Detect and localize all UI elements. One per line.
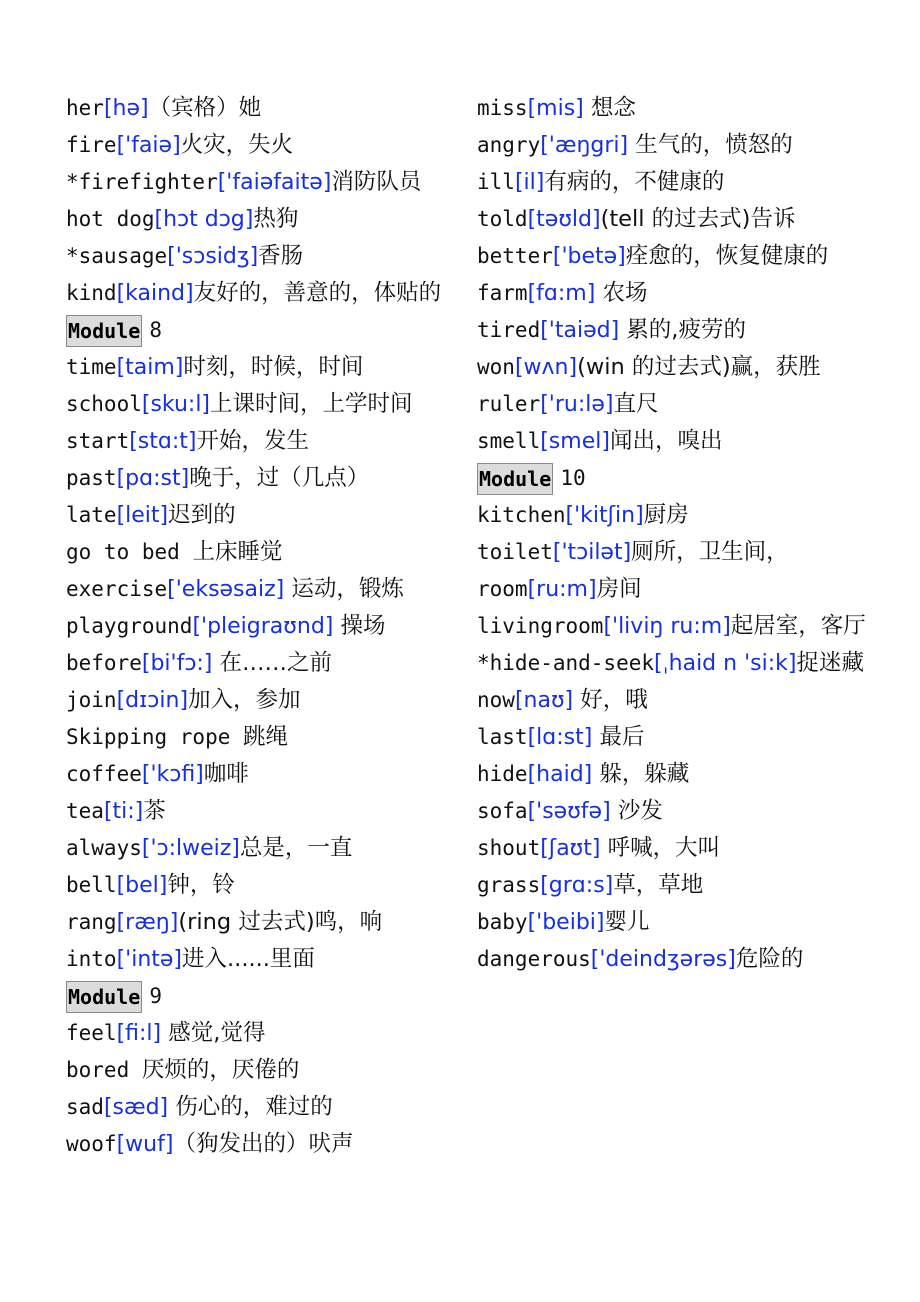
- vocab-phonetic: [taim]: [116, 355, 184, 380]
- vocab-meaning: 捉迷藏: [796, 650, 864, 676]
- vocab-phonetic: ['faiə]: [116, 133, 181, 158]
- vocab-meaning: （宾格）她: [148, 95, 262, 121]
- vocab-entry: [477, 682, 872, 719]
- vocab-entry: [477, 719, 872, 756]
- vocab-word: sad: [66, 1095, 104, 1119]
- vocab-entry: [66, 238, 458, 275]
- vocab-meaning: 伤心的，难过的: [168, 1094, 333, 1120]
- vocab-word: join: [66, 688, 117, 712]
- vocab-meaning: 总是，一直: [239, 835, 353, 861]
- vocab-phonetic: [ˌhaid n 'si:k]: [654, 651, 797, 676]
- vocab-word: start: [66, 429, 130, 453]
- vocab-word: fire: [66, 133, 117, 157]
- vocab-meaning: 危险的: [735, 946, 804, 972]
- vocab-phonetic: ['beibi]: [527, 910, 605, 935]
- vocab-word: coffee: [66, 762, 142, 786]
- vocab-meaning: 好，哦: [573, 687, 648, 713]
- vocab-entry: [66, 201, 458, 238]
- vocab-meaning: 友好的，善意的，体贴的: [193, 280, 442, 306]
- vocab-phonetic: [kaind]: [116, 281, 194, 306]
- vocab-meaning: 生气的，愤怒的: [628, 132, 793, 158]
- vocab-phonetic: ['eksəsaiz]: [167, 577, 285, 602]
- vocab-phonetic: ['ɔ:lweiz]: [141, 836, 240, 861]
- vocab-meaning: 操场: [333, 613, 386, 639]
- vocab-word: room: [477, 577, 528, 601]
- vocab-entry: [477, 127, 872, 164]
- module-label: Module: [66, 315, 142, 347]
- vocab-entry: [477, 349, 872, 386]
- vocab-word: ill: [477, 170, 515, 194]
- vocab-entry: [477, 608, 872, 645]
- vocab-meaning: 农场: [595, 280, 648, 306]
- vocab-entry: [66, 793, 458, 830]
- vocab-word: into: [66, 947, 117, 971]
- vocab-phonetic: [hɔt dɔg]: [154, 207, 254, 232]
- vocab-phonetic: [fi:l]: [116, 1021, 162, 1046]
- vocab-word: tea: [66, 799, 104, 823]
- module-heading: [477, 460, 872, 497]
- vocab-meaning: 沙发: [610, 798, 663, 824]
- vocab-word: time: [66, 355, 117, 379]
- vocab-phonetic: [dɪɔin]: [116, 688, 189, 713]
- vocab-word: won: [477, 355, 515, 379]
- vocab-phonetic: ['kɔfi]: [141, 762, 204, 787]
- vocab-meaning: 草，草地: [613, 872, 704, 898]
- right-column: [477, 90, 872, 978]
- vocab-word: *firefighter: [66, 170, 218, 194]
- vocab-entry: [66, 867, 458, 904]
- vocab-word: smell: [477, 429, 541, 453]
- vocab-meaning: 运动，锻炼: [284, 576, 404, 602]
- vocab-word: now: [477, 688, 515, 712]
- vocab-meaning: 在……之前: [212, 650, 333, 676]
- vocab-phonetic: [wuf]: [116, 1132, 174, 1157]
- vocab-meaning: (win 的过去式)赢，获胜: [577, 354, 821, 380]
- vocab-meaning: 钟，铃: [167, 872, 235, 898]
- vocab-entry: [66, 164, 458, 201]
- vocab-entry: [66, 1052, 458, 1089]
- vocab-meaning: 厌烦的，厌倦的: [141, 1057, 300, 1083]
- vocab-entry: [477, 238, 872, 275]
- vocab-word: farm: [477, 281, 528, 305]
- vocab-phonetic: [ru:m]: [527, 577, 597, 602]
- vocab-meaning: 闻出，嗅出: [609, 428, 723, 454]
- vocab-phonetic: ['deindʒərəs]: [590, 947, 736, 972]
- vocab-phonetic: [pɑ:st]: [116, 466, 190, 491]
- vocab-phonetic: ['pleigraʊnd]: [192, 614, 334, 639]
- vocab-meaning: 迟到的: [168, 502, 236, 528]
- vocab-entry: [477, 571, 872, 608]
- vocab-entry: [66, 1089, 458, 1126]
- vocab-phonetic: [sæd]: [103, 1095, 169, 1120]
- vocab-phonetic: [təʊld]: [527, 207, 601, 232]
- vocab-entry: [477, 534, 872, 571]
- vocab-word: hide: [477, 762, 528, 786]
- vocab-word: shout: [477, 836, 541, 860]
- vocab-entry: [66, 904, 458, 941]
- vocab-word: *hide-and-seek: [477, 651, 655, 675]
- vocab-word: feel: [66, 1021, 117, 1045]
- vocab-meaning: 上床睡觉: [192, 539, 283, 565]
- module-number: 9: [149, 984, 163, 1008]
- vocab-meaning: 时刻，时候，时间: [183, 354, 364, 380]
- vocab-meaning: 累的,疲劳的: [619, 317, 746, 343]
- vocab-phonetic: [leit]: [116, 503, 169, 528]
- vocab-meaning: （狗发出的）吠声: [173, 1131, 354, 1157]
- vocab-phonetic: ['səʊfə]: [527, 799, 611, 824]
- vocab-meaning: 房间: [596, 576, 642, 602]
- vocab-phonetic: ['taiəd]: [540, 318, 620, 343]
- vocab-entry: [477, 756, 872, 793]
- vocab-entry: [66, 756, 458, 793]
- vocab-entry: [66, 90, 458, 127]
- vocab-entry: [66, 571, 458, 608]
- vocab-meaning: 呼喊，大叫: [600, 835, 721, 861]
- vocab-entry: [477, 867, 872, 904]
- vocab-meaning: 婴儿: [604, 909, 650, 935]
- vocab-meaning: 香肠: [258, 243, 304, 269]
- vocab-entry: [477, 941, 872, 978]
- vocab-word: dangerous: [477, 947, 591, 971]
- vocab-entry: [477, 386, 872, 423]
- vocab-word: her: [66, 96, 104, 120]
- vocab-meaning: (ring 过去式)鸣，响: [178, 909, 383, 935]
- vocab-word: kitchen: [477, 503, 566, 527]
- vocab-entry: [477, 497, 872, 534]
- vocab-phonetic: ['liviŋ ru:m]: [603, 614, 731, 639]
- vocab-entry: [66, 497, 458, 534]
- vocab-word: woof: [66, 1132, 117, 1156]
- vocab-word: exercise: [66, 577, 168, 601]
- module-label: Module: [66, 981, 142, 1013]
- vocab-phonetic: [wʌn]: [514, 355, 578, 380]
- vocab-phonetic: [bi'fɔ:]: [141, 651, 213, 676]
- vocab-phonetic: [lɑ:st]: [527, 725, 593, 750]
- vocab-phonetic: [grɑ:s]: [540, 873, 614, 898]
- vocab-phonetic: ['sɔsidʒ]: [167, 244, 259, 269]
- vocab-entry: [477, 830, 872, 867]
- module-heading: [66, 312, 458, 349]
- vocab-meaning: 火灾，失火: [180, 132, 294, 158]
- vocab-meaning: 痊愈的，恢复健康的: [625, 243, 829, 269]
- vocab-phonetic: ['intə]: [116, 947, 183, 972]
- vocab-word: baby: [477, 910, 528, 934]
- vocab-entry: [66, 349, 458, 386]
- vocab-phonetic: [hə]: [103, 96, 149, 121]
- vocab-meaning: 加入，参加: [188, 687, 301, 713]
- vocab-word: Skipping rope: [66, 725, 244, 749]
- vocab-meaning: 有病的，不健康的: [544, 169, 725, 195]
- vocab-entry: [477, 645, 872, 682]
- vocab-meaning: 晚于，过（几点）: [189, 465, 370, 491]
- vocab-word: miss: [477, 96, 528, 120]
- vocab-entry: [66, 534, 458, 571]
- vocab-meaning: 消防队员: [331, 169, 422, 195]
- vocab-phonetic: [il]: [514, 170, 545, 195]
- vocab-entry: [477, 164, 872, 201]
- vocab-meaning: 茶: [143, 798, 166, 824]
- module-number: 8: [149, 318, 163, 342]
- vocab-phonetic: ['æŋgri]: [540, 133, 629, 158]
- vocab-meaning: 起居室，客厅: [730, 613, 866, 639]
- vocab-word: tired: [477, 318, 541, 342]
- vocab-word: toilet: [477, 540, 553, 564]
- vocab-phonetic: ['betə]: [552, 244, 626, 269]
- vocab-phonetic: ['ru:lə]: [540, 392, 614, 417]
- module-number: 10: [560, 466, 586, 490]
- vocab-meaning: 厕所，卫生间，: [631, 539, 789, 565]
- vocab-meaning: 上课时间，上学时间: [210, 391, 413, 417]
- vocab-word: hot dog: [66, 207, 155, 231]
- vocab-meaning: 感觉,觉得: [161, 1020, 266, 1046]
- vocab-word: grass: [477, 873, 541, 897]
- vocab-word: kind: [66, 281, 117, 305]
- vocab-meaning: 厨房: [643, 502, 689, 528]
- vocab-entry: [477, 793, 872, 830]
- vocab-meaning: 跳绳: [243, 724, 289, 750]
- vocab-entry: [66, 423, 458, 460]
- vocab-meaning: 躲，躲藏: [592, 761, 690, 787]
- vocab-word: told: [477, 207, 528, 231]
- vocab-entry: [66, 127, 458, 164]
- vocab-word: sofa: [477, 799, 528, 823]
- vocab-phonetic: [ʃaʊt]: [540, 836, 601, 861]
- vocab-word: playground: [66, 614, 193, 638]
- vocab-entry: [66, 645, 458, 682]
- vocab-phonetic: [stɑ:t]: [129, 429, 197, 454]
- vocab-meaning: 热狗: [253, 206, 299, 232]
- vocab-phonetic: [haid]: [527, 762, 593, 787]
- vocab-entry: [477, 904, 872, 941]
- module-label: Module: [477, 463, 553, 495]
- vocab-entry: [66, 682, 458, 719]
- vocab-word: always: [66, 836, 142, 860]
- vocab-entry: [66, 941, 458, 978]
- vocab-phonetic: [ti:]: [103, 799, 144, 824]
- vocab-entry: [477, 312, 872, 349]
- vocab-entry: [66, 1015, 458, 1052]
- vocab-word: better: [477, 244, 553, 268]
- vocab-entry: [66, 608, 458, 645]
- vocab-phonetic: [smel]: [540, 429, 610, 454]
- vocab-entry: [66, 719, 458, 756]
- vocab-word: bell: [66, 873, 117, 897]
- vocab-meaning: 想念: [583, 95, 636, 121]
- vocab-word: livingroom: [477, 614, 604, 638]
- vocab-word: school: [66, 392, 142, 416]
- module-heading: [66, 978, 458, 1015]
- vocab-phonetic: [sku:l]: [141, 392, 211, 417]
- vocab-word: past: [66, 466, 117, 490]
- vocab-meaning: 最后: [592, 724, 645, 750]
- vocab-entry: [477, 423, 872, 460]
- vocab-word: *sausage: [66, 244, 168, 268]
- vocab-phonetic: [mis]: [527, 96, 584, 121]
- vocab-phonetic: [naʊ]: [514, 688, 574, 713]
- vocab-entry: [66, 830, 458, 867]
- vocab-entry: [66, 460, 458, 497]
- vocab-phonetic: ['kitʃin]: [565, 503, 644, 528]
- vocab-meaning: 咖啡: [203, 761, 249, 787]
- vocab-meaning: (tell 的过去式)告诉: [600, 206, 796, 232]
- vocab-word: before: [66, 651, 142, 675]
- vocab-word: late: [66, 503, 117, 527]
- vocab-phonetic: [bel]: [116, 873, 168, 898]
- vocab-word: last: [477, 725, 528, 749]
- vocab-phonetic: [fɑ:m]: [527, 281, 596, 306]
- vocab-word: rang: [66, 910, 117, 934]
- vocab-entry: [477, 275, 872, 312]
- vocab-word: bored: [66, 1058, 142, 1082]
- vocab-meaning: 进入......里面: [182, 946, 315, 972]
- vocab-phonetic: ['faiəfaitə]: [217, 170, 332, 195]
- vocab-word: ruler: [477, 392, 541, 416]
- vocab-entry: [477, 201, 872, 238]
- vocab-entry: [66, 1126, 458, 1163]
- vocab-phonetic: [ræŋ]: [116, 910, 179, 935]
- vocab-phonetic: ['tɔilət]: [552, 540, 632, 565]
- vocab-entry: [66, 275, 458, 312]
- left-column: [66, 90, 458, 1163]
- vocab-word: angry: [477, 133, 541, 157]
- vocab-meaning: 直尺: [613, 391, 659, 417]
- vocab-word: go to bed: [66, 540, 193, 564]
- vocab-entry: [66, 386, 458, 423]
- vocab-meaning: 开始，发生: [196, 428, 309, 454]
- vocab-entry: [477, 90, 872, 127]
